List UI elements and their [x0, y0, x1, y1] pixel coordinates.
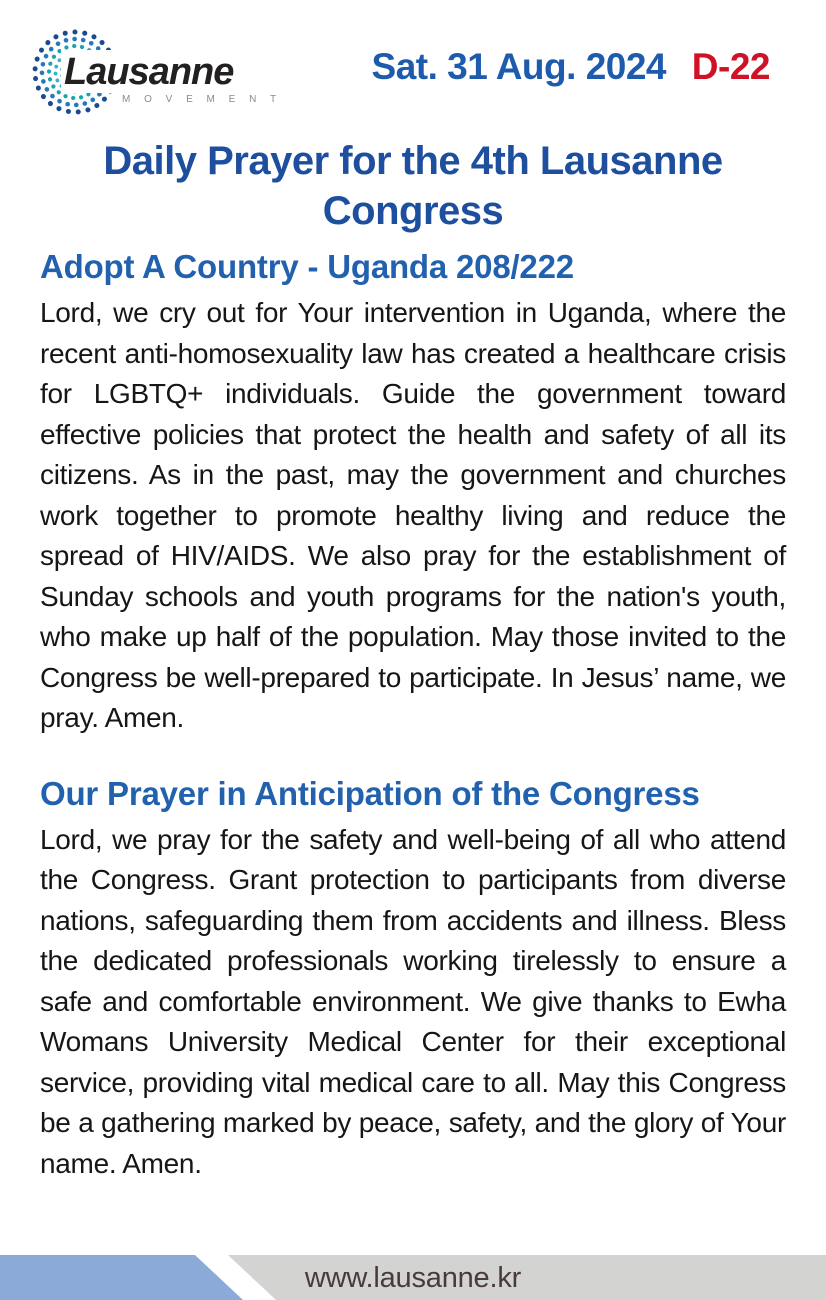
logo-wordmark: Lausanne	[61, 50, 241, 93]
footer	[0, 1255, 826, 1300]
lausanne-logo	[30, 8, 400, 116]
prayer-text-congress: Lord, we pray for the safety and well-being of all who attend the Congress. Grant protection to participants from diverse nations, safeguarding them from accidents and illness. Bless the dedicated professionals working tirelessly to ensure a safe and comfortable environment. We give thanks to Ewha Womans University Medical Center for their exceptional service, providing vital medical care to all. May this Congress be a gathering marked by peace, safety, and the glory of Your name. Amen.	[40, 823, 786, 1179]
date-line	[372, 46, 770, 88]
section-heading-anticipation: Our Prayer in Anticipation of the Congress	[40, 774, 700, 812]
prayer-text-uganda: Lord, we cry out for Your intervention in Uganda, where the recent anti-homosexuality law has created a healthcare crisis for LGBTQ+ individuals. Guide the government toward effective policies that protect the health and safety of all its citizens. As in the past, may the government and churches work together to promote healthy living and reduce the spread of HIV/AIDS. We also pray for the establishment of Sunday schools and youth programs for the nation's youth, who make up half of the population. May those invited to the Congress be well-prepared to participate. In Jesus’ name, we pray. Amen.	[40, 297, 786, 733]
dday-countdown-badge: D-22	[691, 46, 770, 87]
logo-subtitle: M O V E M E N T	[122, 94, 282, 105]
page-title: Daily Prayer for the 4th Lausanne Congress	[103, 139, 723, 233]
header	[0, 0, 826, 122]
date-text: Sat. 31 Aug. 2024	[371, 46, 667, 87]
content	[0, 136, 826, 1184]
section-heading-adopt-a-country: Adopt A Country - Uganda 208/222	[40, 248, 574, 285]
footer-url: www.lausanne.kr	[304, 1262, 522, 1294]
